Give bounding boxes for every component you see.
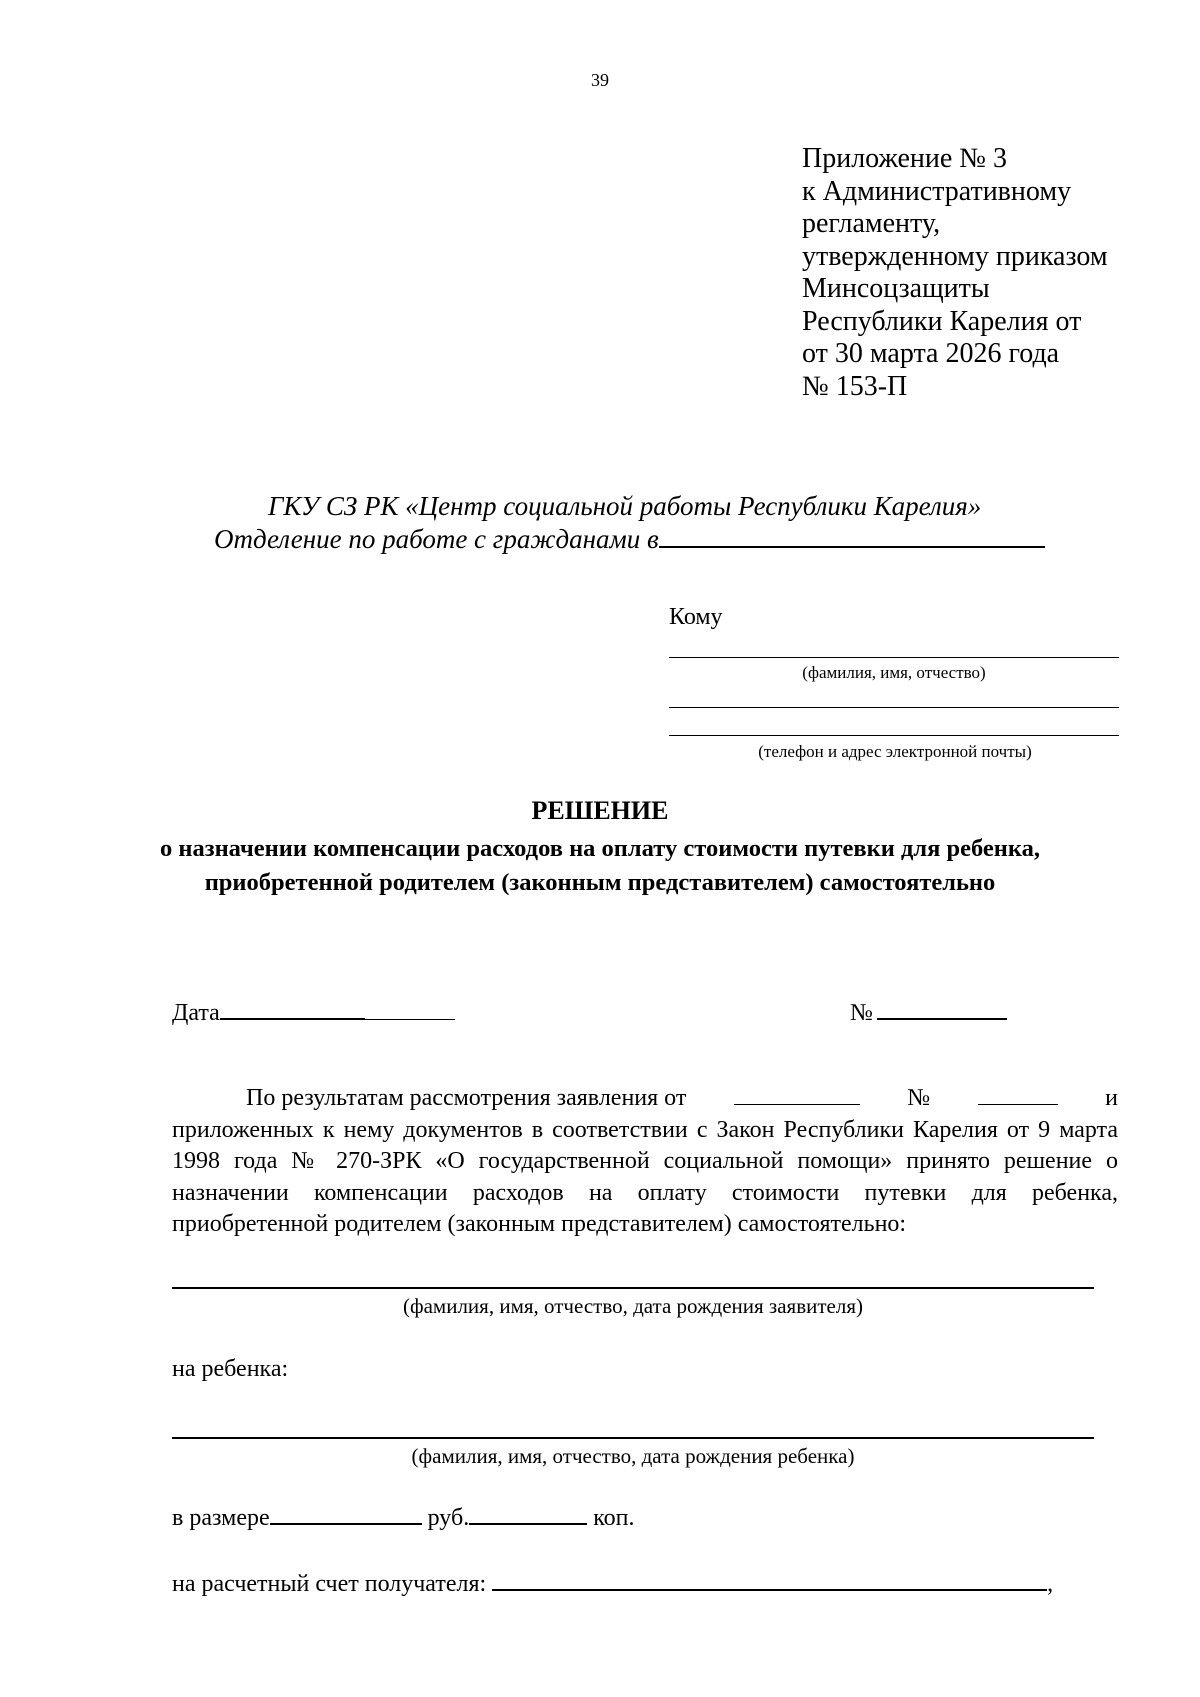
account-field — [172, 1567, 1053, 1598]
date-blank[interactable] — [220, 996, 365, 1020]
recipient-name-caption: (фамилия, имя, отчество) — [802, 663, 986, 682]
application-number-blank[interactable] — [978, 1084, 1058, 1105]
body-first-line — [172, 1083, 1118, 1115]
child-label: на ребенка: — [172, 1356, 289, 1382]
account-comma: , — [1047, 1571, 1054, 1597]
body-num-sign: № — [907, 1085, 931, 1111]
rub-label: руб. — [427, 1505, 470, 1531]
appendix-line: регламенту, — [802, 208, 941, 239]
appendix-line: к Административному — [802, 175, 1072, 207]
appendix-line: Республики Карелия от — [802, 305, 1082, 337]
child-line[interactable] — [172, 1437, 1094, 1439]
appendix-line: Приложение № 3 — [802, 143, 1007, 174]
body-start-text: По результатам рассмотрения заявления от — [246, 1085, 687, 1111]
application-date-blank[interactable] — [734, 1084, 860, 1105]
amount-label: в размере — [172, 1505, 270, 1531]
department-line — [214, 523, 1045, 556]
appendix-line: утвержденному приказом — [802, 240, 1108, 272]
child-caption: (фамилия, имя, отчество, дата рождения ребенка) — [411, 1444, 855, 1468]
decision-subtitle: о назначении компенсации расходов на оплату стоимости путевки для ребенка, приобретенной родителем (законным представителем) самостоятельно — [159, 835, 1041, 896]
recipient-contact-line-2[interactable] — [669, 735, 1119, 736]
date-blank-extension[interactable] — [365, 997, 455, 1020]
appendix-line: Минсоцзащиты — [802, 273, 990, 304]
body-and-text: и — [1105, 1085, 1118, 1111]
page-number: 39 — [591, 70, 609, 90]
number-blank[interactable] — [877, 996, 1007, 1020]
amount-field — [172, 1501, 635, 1532]
applicant-caption: (фамилия, имя, отчество, дата рождения заявителя) — [403, 1294, 863, 1318]
account-blank[interactable] — [492, 1567, 1047, 1591]
applicant-line[interactable] — [172, 1287, 1094, 1289]
appendix-line: № 153-П — [802, 370, 908, 402]
decision-body — [172, 1083, 1118, 1241]
recipient-label: Кому — [669, 604, 723, 630]
account-label: на расчетный счет получателя: — [172, 1571, 487, 1597]
body-rest-text: приложенных к нему документов в соответствии с Закон Республики Карелия от 9 марта 1998 года № 270-ЗРК «О государственной социальной помощи» принято решение о назначении компенсации расходов на оплату стоимости путевки для ребенка, приобретенной родителем (законным представителем) самостоятельно: — [172, 1116, 1118, 1237]
appendix-block — [802, 143, 1172, 403]
date-label: Дата — [172, 1000, 220, 1026]
recipient-contact-line-1[interactable] — [669, 707, 1119, 708]
amount-kop-blank[interactable] — [469, 1501, 587, 1525]
kop-label: коп. — [593, 1505, 635, 1531]
department-blank[interactable] — [659, 524, 1045, 548]
number-field — [850, 996, 1007, 1027]
organization-name: ГКУ СЗ РК «Центр социальной работы Республики Карелия» — [268, 491, 982, 521]
recipient-name-line[interactable] — [669, 657, 1119, 658]
decision-title: РЕШЕНИЕ — [531, 796, 669, 825]
recipient-contact-caption: (телефон и адрес электронной почты) — [758, 742, 1032, 761]
number-label: № — [850, 1000, 873, 1026]
department-label: Отделение по работе с гражданами в — [214, 524, 659, 554]
date-field — [172, 996, 455, 1027]
appendix-line: от 30 марта 2026 года — [802, 338, 1060, 369]
amount-rub-blank[interactable] — [270, 1501, 422, 1525]
